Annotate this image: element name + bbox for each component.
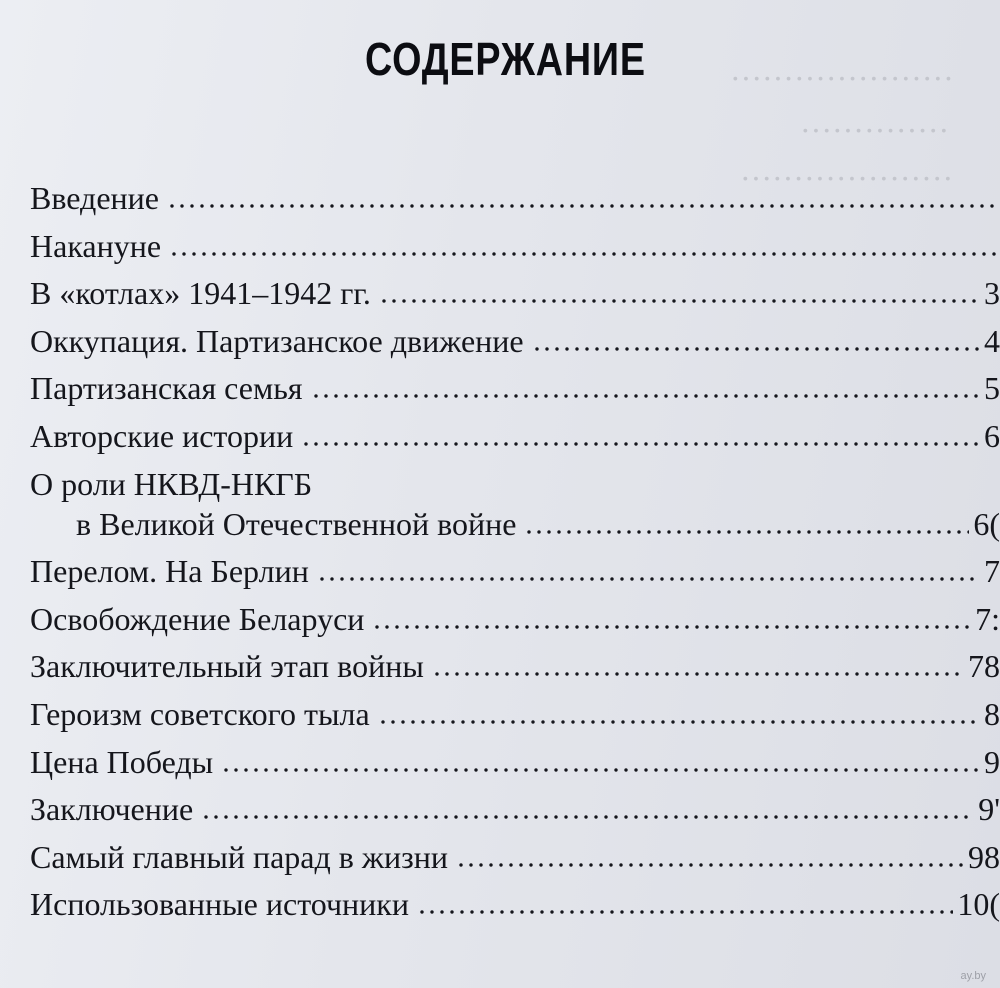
toc-entry-label: Накануне <box>30 227 162 264</box>
toc-entry-author-stories <box>30 418 1000 466</box>
toc-entry-eve <box>30 228 1000 276</box>
dot-leader <box>432 671 964 677</box>
toc-entry-nkvd-line2 <box>30 506 1000 554</box>
toc-entry-partisan-family <box>30 370 1000 418</box>
dot-leader <box>317 576 980 582</box>
toc-entry-liberation <box>30 601 1000 649</box>
toc-entry-page: 98 <box>968 838 1000 875</box>
toc-entry-page: 6( <box>973 505 1000 542</box>
dot-leader <box>379 298 980 304</box>
dot-leader <box>221 767 980 773</box>
show-through-text: ····················· <box>730 60 954 96</box>
toc-entry-nkvd-line1 <box>30 466 1000 506</box>
toc-entry-label: Перелом. На Берлин <box>30 553 309 590</box>
dot-leader <box>456 862 964 868</box>
toc-entry-label: Освобождение Беларуси <box>30 600 365 637</box>
toc-entry-page: 10( <box>957 886 1000 923</box>
toc-entry-label: Оккупация. Партизанское движение <box>30 322 524 359</box>
toc-entry-conclusion <box>30 791 1000 839</box>
toc-entry-page: 8 <box>984 695 1000 732</box>
toc-entry-label: Заключительный этап войны <box>30 648 424 685</box>
toc-entry-page: 7 <box>984 553 1000 590</box>
toc-entry-main-parade <box>30 839 1000 887</box>
toc-entry-label: Партизанская семья <box>30 370 303 407</box>
toc-entry-page: 6 <box>984 417 1000 454</box>
toc-entry-page: 9' <box>978 791 1000 828</box>
toc-entry-label: Заключение <box>30 791 194 828</box>
toc-entry-introduction <box>30 180 1000 228</box>
toc-entry-page: 3 <box>984 275 1000 312</box>
toc-entry-label: Введение <box>30 180 159 216</box>
watermark: ay.by <box>960 970 986 982</box>
toc-entry-cauldrons <box>30 275 1000 323</box>
dot-leader <box>201 814 974 820</box>
toc-entry-page: 78 <box>968 648 1000 685</box>
dot-leader <box>524 529 969 535</box>
toc-entry-label: Героизм советского тыла <box>30 695 370 732</box>
toc-entry-label: в Великой Отечественной войне <box>76 505 517 542</box>
dot-leader <box>167 203 996 209</box>
toc-entry-label: Авторские истории <box>30 417 294 454</box>
dot-leader <box>378 719 980 725</box>
dot-leader <box>169 251 996 257</box>
toc-entry-label: В «котлах» 1941–1942 гг. <box>30 275 371 312</box>
page-title: СОДЕРЖАНИЕ <box>364 33 646 85</box>
toc-entry-page: 9 <box>984 743 1000 780</box>
toc-entry-turning-point <box>30 553 1000 601</box>
show-through-text: ···················· <box>740 160 954 196</box>
toc-entry-occupation <box>30 323 1000 371</box>
toc-entry-label: Использованные источники <box>30 886 409 923</box>
toc-entry-page: 5 <box>984 370 1000 407</box>
table-of-contents <box>30 180 1000 934</box>
toc-entry-home-front <box>30 696 1000 744</box>
dot-leader <box>417 909 953 915</box>
dot-leader <box>372 624 971 630</box>
dot-leader <box>311 393 980 399</box>
dot-leader <box>532 346 980 352</box>
show-through-text: ·············· <box>800 112 950 148</box>
toc-entry-label: Самый главный парад в жизни <box>30 838 448 875</box>
toc-entry-page: 4 <box>984 322 1000 359</box>
toc-entry-final-stage <box>30 648 1000 696</box>
toc-entry-page: 7: <box>975 600 1000 637</box>
dot-leader <box>301 441 980 447</box>
toc-entry-label: Цена Победы <box>30 743 214 780</box>
toc-entry-label: О роли НКВД-НКГБ <box>30 465 313 502</box>
toc-entry-sources <box>30 886 1000 934</box>
toc-entry-price-of-victory <box>30 744 1000 792</box>
